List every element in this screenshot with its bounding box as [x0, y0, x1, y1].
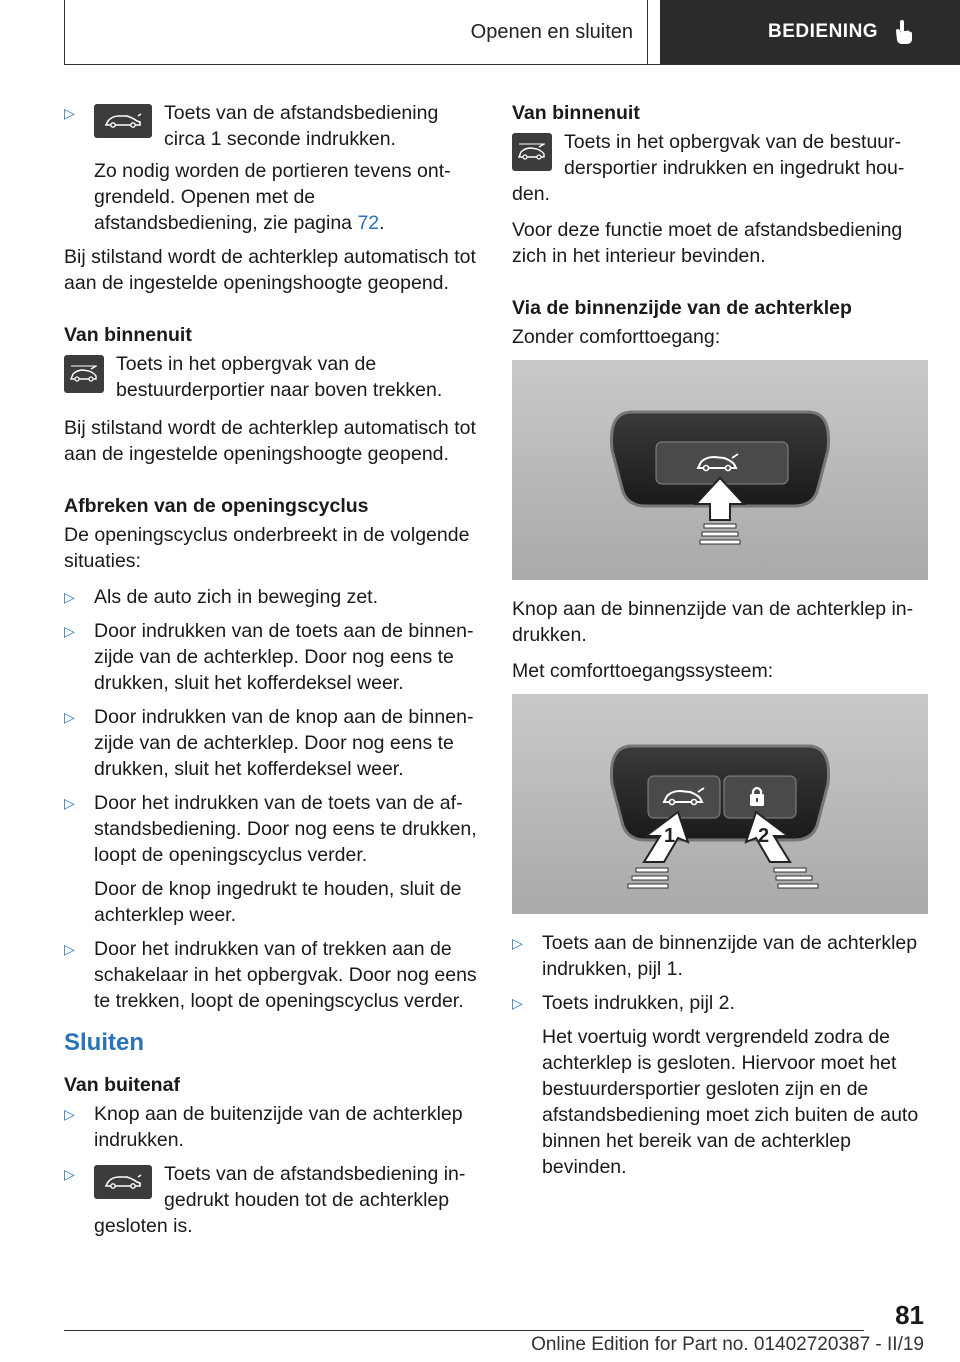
tailgate-button-illustration: [512, 360, 928, 580]
triangle-bullet-icon: ▷: [512, 995, 523, 1011]
paragraph: De openingscyclus onderbreekt in de volgende situaties:: [64, 524, 470, 572]
bullet-text: Door indrukken van de toets aan de binnenzijde van de achterklep. Door nog eens te drukken, sluit het kofferdeksel weer.: [94, 620, 474, 694]
triangle-bullet-icon: ▷: [64, 795, 75, 811]
paragraph: Bij stilstand wordt de achterklep automatisch tot aan de ingestelde openingshoogte geopend.: [64, 246, 476, 294]
binnen-block: [512, 129, 930, 207]
heading-van-binnenuit: Van binnenuit: [64, 324, 192, 346]
bullet-subtext: Het voertuig wordt vergrendeld zodra de achterklep is gesloten. Hiervoor moet het bestuurdersportier gesloten zijn en de afstandsbediening moet zich buiten de auto binnen het bereik van de achterklep bevinden.: [542, 1026, 919, 1178]
page-number: 81: [895, 1300, 924, 1330]
footer-rule: [64, 1330, 864, 1331]
bullet-text: Knop aan de buitenzijde van de achterklep indrukken.: [94, 1103, 463, 1151]
triangle-bullet-icon: ▷: [64, 1166, 75, 1182]
subtext-suffix: .: [379, 212, 385, 234]
list-item: [64, 618, 478, 696]
list-item: [64, 1101, 478, 1153]
triangle-bullet-icon: ▷: [64, 623, 75, 639]
bullet-subtext: Door de knop ingedrukt te houden, sluit de achterklep weer.: [94, 878, 462, 926]
list-item: [512, 990, 930, 1016]
paragraph: Met comforttoegangssysteem:: [512, 660, 774, 682]
heading-van-binnenuit: Van binnenuit: [512, 102, 640, 124]
heading-sluiten: Sluiten: [64, 1029, 145, 1056]
right-column: [512, 100, 930, 1188]
remote-tailgate-key-icon: [94, 104, 152, 138]
heading-via-binnenzijde: Via de binnenzijde van de achterklep: [512, 297, 852, 319]
arrow-1-label: 1: [664, 825, 676, 847]
bullet-subtext: [94, 158, 478, 236]
chapter-tab[interactable]: [660, 0, 960, 64]
bullet-text: Door het indrukken van de toets van de afstandsbediening. Door nog eens te drukken, loopt de openingscyclus verder.: [94, 792, 477, 866]
binnen-block: [64, 351, 478, 403]
left-column: [64, 100, 478, 1247]
triangle-bullet-icon: ▷: [64, 105, 75, 121]
comfort-access-buttons-illustration: [512, 694, 928, 914]
triangle-bullet-icon: ▷: [64, 941, 75, 957]
header-rule: [64, 64, 960, 65]
heading-afbreken: Afbreken van de openingscyclus: [64, 495, 369, 517]
heading-van-buitenaf: Van buitenaf: [64, 1074, 180, 1096]
triangle-bullet-icon: ▷: [64, 1106, 75, 1122]
bullet-text: Door het indrukken van of trekken aan de schakelaar in het opbergvak. Door nog eens te trekken, loopt de openingscyclus verder.: [94, 938, 477, 1012]
binnen-text: Toets in het opbergvak van de bestuurderportier naar boven trekken.: [116, 353, 443, 401]
pointing-hand-icon: [892, 19, 914, 45]
bullet-text: Door indrukken van de knop aan de binnenzijde van de achterklep. Door nog eens te drukken, sluit het kofferdeksel weer.: [94, 706, 474, 780]
list-item: [64, 704, 478, 782]
subtext-prefix: Zo nodig worden de portieren tevens ontgrendeld. Openen met de afstandsbediening, zie pagina: [94, 160, 451, 234]
bullet-text: Toets van de afstandsbediening ingedrukt houden tot de achterklep gesloten is.: [94, 1163, 466, 1237]
paragraph: Bij stilstand wordt de achterklep automatisch tot aan de ingestelde openingshoogte geopend.: [64, 417, 476, 465]
bullet-text: Toets aan de binnenzijde van de achterklep indrukken, pijl 1.: [542, 932, 918, 980]
paragraph: Zonder comforttoegang:: [512, 326, 721, 348]
figure-caption: Knop aan de binnenzijde van de achterklep indrukken.: [512, 598, 914, 646]
bullet-text: Als de auto zich in beweging zet.: [94, 586, 379, 608]
tailgate-switch-icon: [512, 133, 552, 171]
bullet-text: Toets van de afstandsbediening circa 1 seconde indrukken.: [164, 102, 439, 150]
triangle-bullet-icon: ▷: [64, 709, 75, 725]
list-item: [64, 1161, 478, 1239]
list-item: [64, 790, 478, 868]
remote-tailgate-key-icon: [94, 1165, 152, 1199]
binnen-text: Toets in het opbergvak van de bestuurdersportier indrukken en ingedrukt houden.: [512, 131, 905, 205]
tailgate-switch-icon: [64, 355, 104, 393]
list-item: [64, 584, 478, 610]
section-title: Openen en sluiten: [65, 0, 648, 64]
list-item: [64, 936, 478, 1014]
arrow-2-label: 2: [758, 825, 770, 847]
list-item: [512, 930, 930, 982]
footer-edition: Online Edition for Part no. 01402720387 - II/19: [531, 1334, 924, 1355]
triangle-bullet-icon: ▷: [64, 589, 75, 605]
list-item: [64, 100, 478, 236]
paragraph: Voor deze functie moet de afstandsbediening zich in het interieur bevinden.: [512, 219, 903, 267]
page-link[interactable]: 72: [357, 212, 380, 234]
bullet-text: Toets indrukken, pijl 2.: [542, 992, 735, 1014]
chapter-title: BEDIENING: [768, 21, 879, 42]
triangle-bullet-icon: ▷: [512, 935, 523, 951]
